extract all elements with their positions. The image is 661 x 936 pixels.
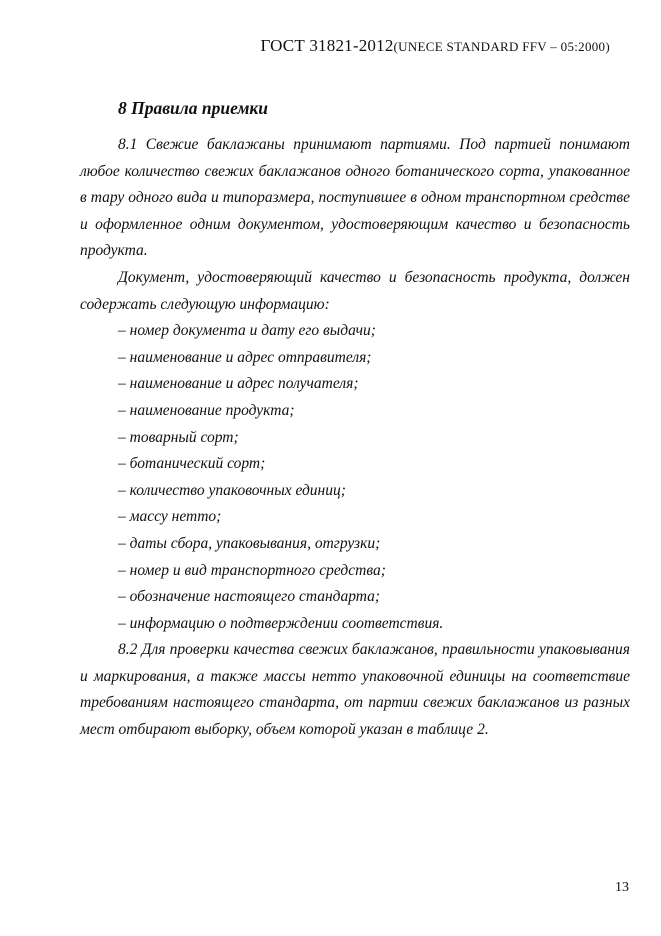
page-header [261, 36, 611, 56]
list-item: – наименование продукта; [118, 401, 295, 419]
required-info-list [80, 318, 630, 637]
paragraph-document-info: Документ, удостоверяющий качество и безопасность продукта, должен содержать следующую информацию: [80, 268, 630, 313]
list-item: – наименование и адрес получателя; [118, 375, 359, 393]
list-item: – товарный сорт; [118, 428, 239, 446]
list-item: – массу нетто; [118, 508, 222, 526]
list-item: – информацию о подтверждении соответствия. [118, 614, 444, 632]
list-item: – наименование и адрес отправителя; [118, 348, 372, 366]
document-body [80, 96, 630, 744]
page-number: 13 [615, 880, 629, 895]
list-item: – даты сбора, упаковывания, отгрузки; [118, 534, 381, 552]
list-item: – ботанический сорт; [118, 455, 266, 473]
unece-standard-reference: (UNECE STANDARD FFV – 05:2000) [393, 39, 610, 54]
list-item: – номер документа и дату его выдачи; [118, 322, 376, 340]
gost-number: ГОСТ 31821-2012 [260, 36, 394, 55]
section-title: 8 Правила приемки [118, 98, 269, 118]
paragraph-8-2: 8.2 Для проверки качества свежих баклажанов, правильности упаковывания и маркирования, а также массы нетто упаковочной единицы на соответствие требованиям настоящего стандарта, от партии свежих баклажанов из разных мест отбирают выборку, объем которой указан в таблице 2. [80, 641, 630, 739]
paragraph-8-1: 8.1 Свежие баклажаны принимают партиями. Под партией понимают любое количество свежих баклажанов одного ботанического сорта, упакованное в тару одного вида и типоразмера, поступившее в одном транспортном средстве и оформленное одним документом, удостоверяющим качество и безопасность продукта. [80, 136, 630, 260]
list-item: – обозначение настоящего стандарта; [118, 588, 381, 606]
list-item: – номер и вид транспортного средства; [118, 561, 386, 579]
list-item: – количество упаковочных единиц; [118, 481, 346, 499]
